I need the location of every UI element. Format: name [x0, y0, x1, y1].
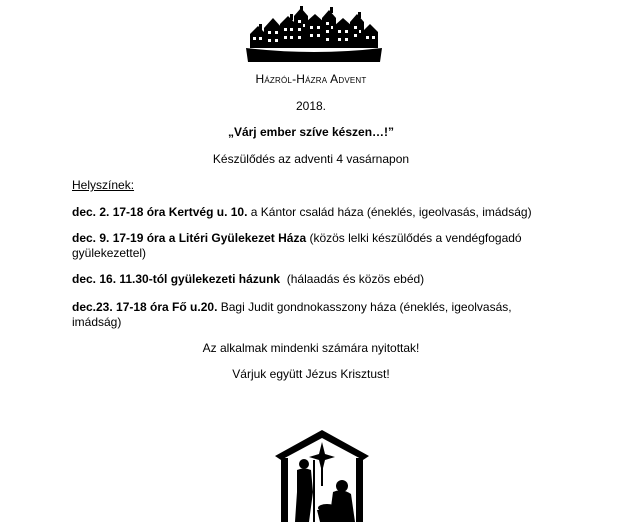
- event-date: dec.23. 17-18 óra Fő u.20.: [72, 300, 218, 314]
- event-description: a Kántor család háza (éneklés, igeolvasás, imádság): [247, 205, 532, 219]
- page-title: Házról-Házra Advent: [255, 72, 367, 86]
- nativity-scene-icon: [273, 430, 371, 522]
- year-text: 2018.: [295, 99, 327, 113]
- subtitle-text: Készülődés az adventi 4 vasárnapon: [212, 152, 410, 166]
- event-item: [72, 272, 552, 287]
- event-description: Bagi Judit gondnokasszony háza (éneklés, igeolvasás, imádság): [72, 300, 512, 329]
- village-houses-icon: [244, 4, 384, 62]
- open-invitation-text: Az alkalmak mindenki számára nyitottak!: [202, 341, 420, 355]
- event-date: dec. 2. 17-18 óra Kertvég u. 10.: [72, 205, 248, 219]
- event-item: [72, 231, 552, 261]
- quote-text: „Várj ember szíve készen…!”: [227, 125, 395, 139]
- closing-text: Várjuk együtt Jézus Krisztust!: [232, 367, 390, 381]
- event-description: (közös lelki készülődés a vendégfogadó gyülekezettel): [72, 231, 522, 260]
- event-item: [72, 300, 552, 330]
- event-date: dec. 16. 11.30-tól gyülekezeti házunk: [72, 272, 281, 286]
- event-item: [72, 205, 552, 220]
- event-description: (hálaadás és közös ebéd): [280, 272, 425, 286]
- event-date: dec. 9. 17-19 óra a Litéri Gyülekezet Háza: [72, 231, 307, 245]
- places-heading: Helyszínek:: [72, 178, 135, 192]
